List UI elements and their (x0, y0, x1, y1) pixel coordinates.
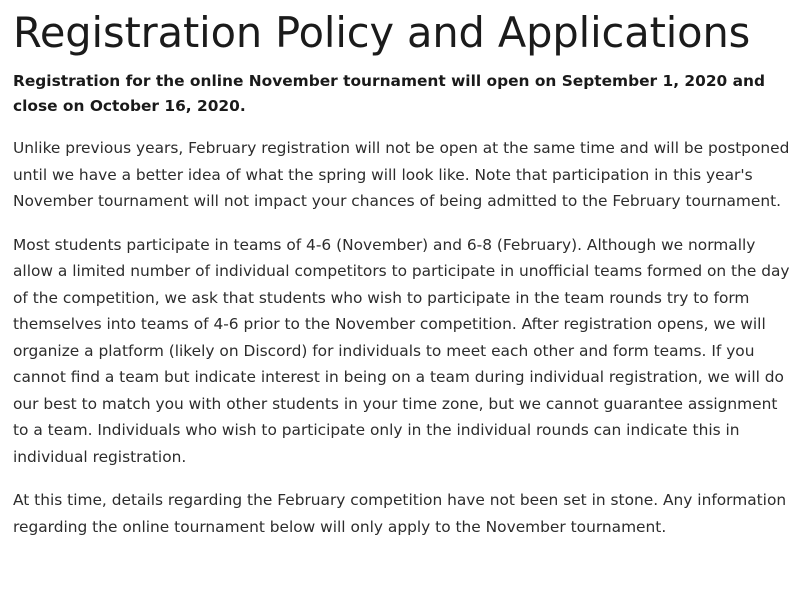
registration-dates-notice: Registration for the online November tournament will open on September 1, 2020 and close on October 16, 2020. (13, 72, 765, 115)
paragraph-february-registration: Unlike previous years, February registration will not be open at the same time and will be postponed until we have a better idea of what the spring will look like. Note that participation in this year's November tournament will not impact your chances of being admitted to the February tournament. (13, 139, 790, 210)
page-title: Registration Policy and Applications (13, 8, 751, 57)
paragraph-february-details: At this time, details regarding the February competition have not been set in stone. Any information regarding the online tournament below will only apply to the November tournament. (13, 491, 787, 536)
paragraph-team-policy: Most students participate in teams of 4-6 (November) and 6-8 (February). Although we normally allow a limited number of individual competitors to participate in unofficial teams formed on the day of the competition, we ask that students who wish to participate in the team rounds try to form themselves into teams of 4-6 prior to the November competition. After registration opens, we will organize a platform (likely on Discord) for individuals to meet each other and form teams. If you cannot find a team but indicate interest in being on a team during individual registration, we will do our best to match you with other students in your time zone, but we cannot guarantee assignment to a team. Individuals who wish to participate only in the individual rounds can indicate this in individual registration. (13, 235, 790, 466)
